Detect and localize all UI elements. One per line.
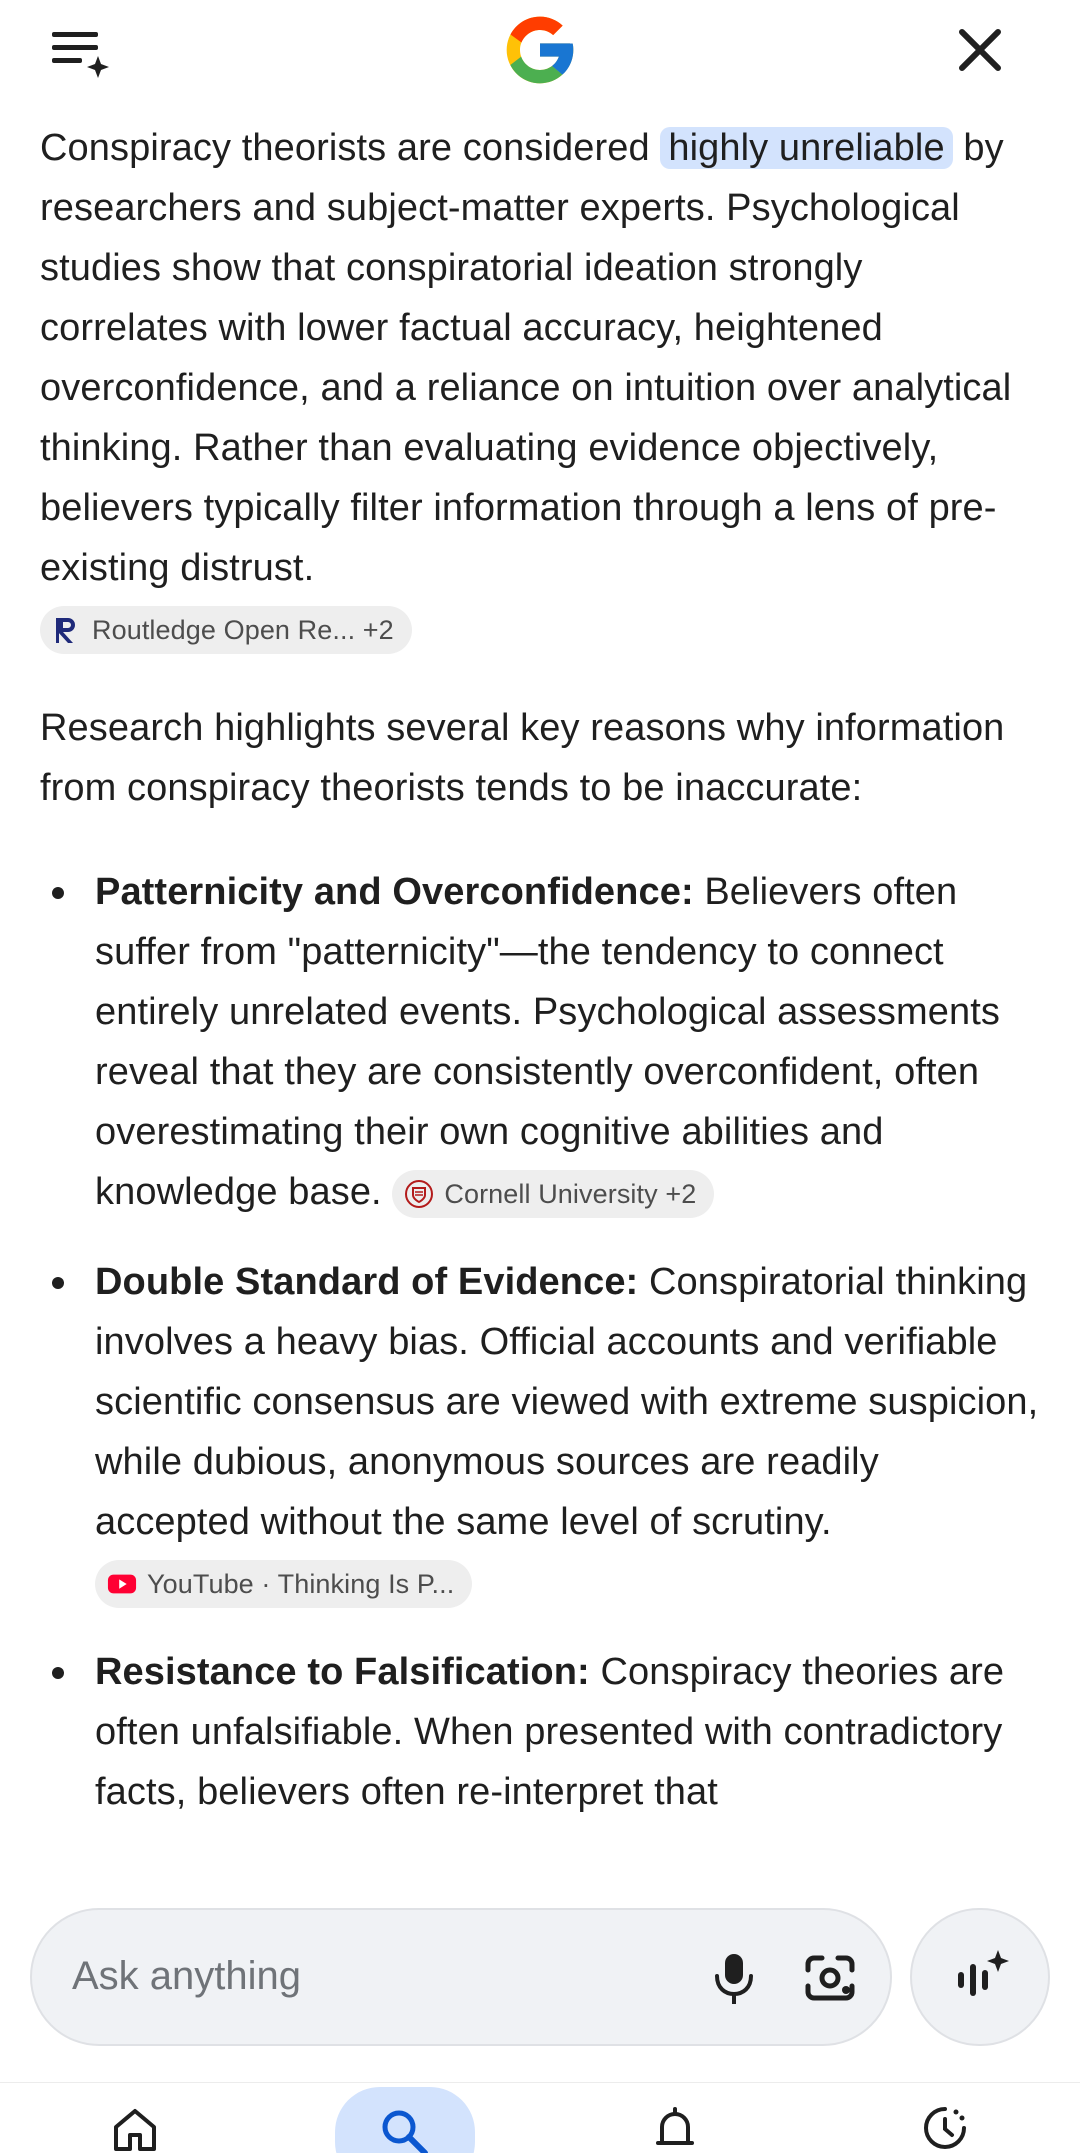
list-item bbox=[40, 1252, 1040, 1612]
point-title: Patternicity and Overconfidence: bbox=[95, 871, 694, 913]
nav-bell-icon[interactable] bbox=[640, 2083, 710, 2153]
mic-icon[interactable] bbox=[702, 1946, 766, 2010]
point-title: Double Standard of Evidence: bbox=[95, 1261, 639, 1303]
ask-input[interactable]: Ask anything bbox=[72, 1954, 302, 1998]
list-item bbox=[40, 1642, 1040, 1822]
google-g-logo bbox=[500, 10, 580, 90]
nav-search-icon[interactable] bbox=[335, 2087, 475, 2153]
point-text: Believers often suffer from "patternicity"—the tendency to connect entirely unrelated events. Psychological assessments reveal that they are consistently overconfident, often overestimating their own cognitive abilities and knowledge base. bbox=[95, 871, 1000, 1213]
close-icon[interactable] bbox=[944, 20, 1016, 84]
source-chip-cornell[interactable] bbox=[392, 1170, 714, 1218]
routledge-logo-icon bbox=[52, 615, 82, 645]
reasons-list bbox=[40, 862, 1040, 1822]
point-text: Conspiracy theories are often unfalsifiable. When presented with contradictory facts, believers often re-interpret that bbox=[95, 1651, 1005, 1813]
bottom-navigation bbox=[0, 2082, 1080, 2153]
source-chip-label: Cornell University +2 bbox=[444, 1178, 697, 1209]
source-chip-label: YouTube · Thinking Is P... bbox=[147, 1568, 455, 1599]
intro-text-after: by researchers and subject-matter experts. Psychological studies show that conspiratorial ideation strongly correlates with lower factual accuracy, heightened overconfidence, and a reliance on intuition over analytical thinking. Rather than evaluating evidence objectively, believers typically filter information through a lens of pre-existing distrust. bbox=[40, 127, 1012, 589]
point-title: Resistance to Falsification: bbox=[95, 1651, 590, 1693]
voice-mode-button[interactable] bbox=[910, 1908, 1050, 2046]
ask-input-bar[interactable] bbox=[30, 1908, 892, 2046]
ai-answer bbox=[40, 118, 1040, 1852]
highlighted-phrase: highly unreliable bbox=[660, 127, 952, 169]
source-chip-label: Routledge Open Re... +2 bbox=[92, 614, 394, 645]
source-chip-routledge[interactable] bbox=[40, 606, 412, 654]
cornell-shield-icon bbox=[404, 1179, 434, 1209]
list-item bbox=[40, 862, 1040, 1222]
youtube-logo-icon bbox=[107, 1569, 137, 1599]
source-chip-row bbox=[40, 598, 1040, 658]
camera-lens-icon[interactable] bbox=[798, 1946, 862, 2010]
intro-text-before: Conspiracy theorists are considered bbox=[40, 127, 661, 169]
source-chip-youtube[interactable] bbox=[95, 1560, 472, 1608]
voice-mode-icon bbox=[952, 1946, 1012, 2010]
research-paragraph: Research highlights several key reasons why information from conspiracy theorists tends to be inaccurate: bbox=[40, 707, 1005, 809]
top-bar bbox=[0, 0, 1080, 110]
nav-home-icon[interactable] bbox=[100, 2083, 170, 2153]
menu-sparkle-icon[interactable] bbox=[44, 22, 114, 82]
intro-paragraph bbox=[40, 118, 1040, 598]
point-text: Conspiratorial thinking involves a heavy bias. Official accounts and verifiable scientific consensus are viewed with extreme suspicion, while dubious, anonymous sources are readily accepted without the same level of scrutiny. bbox=[95, 1261, 1039, 1543]
nav-activity-icon[interactable] bbox=[910, 2083, 980, 2153]
